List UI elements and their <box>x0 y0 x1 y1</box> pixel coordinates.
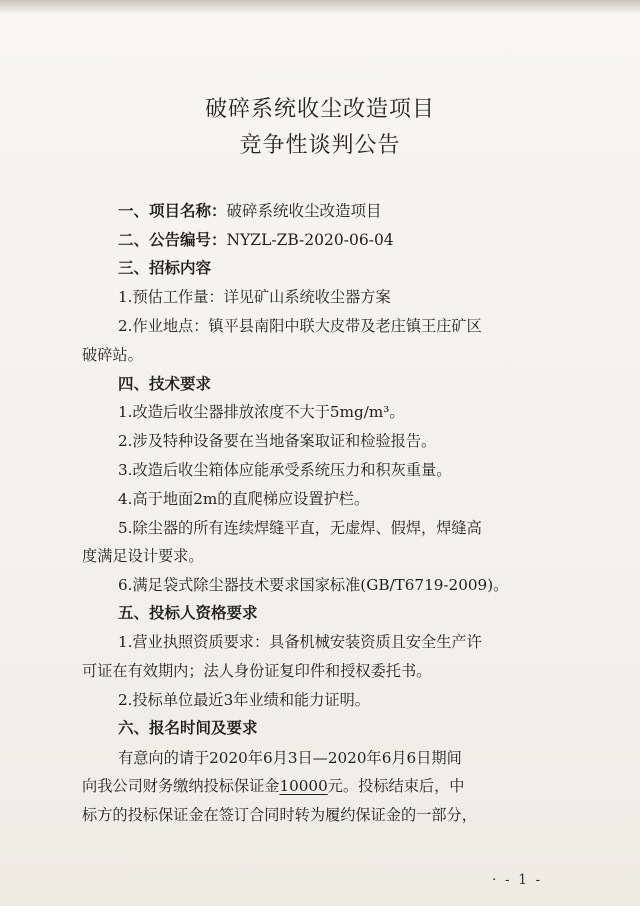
document-title: 破碎系统收尘改造项目 <box>204 97 435 122</box>
project-name-value: 破碎系统收尘改造项目 <box>226 202 382 220</box>
document-subtitle: 竞争性谈判公告 <box>239 133 401 158</box>
section-3-heading: 三、招标内容 <box>118 259 212 277</box>
section-1-heading <box>118 201 382 221</box>
deposit-text-before: 向我公司财务缴纳投标保证金 <box>82 777 280 795</box>
tech-req-2: 2.涉及特种设备要在当地备案取证和检验报告。 <box>118 432 437 450</box>
section-4-heading: 四、技术要求 <box>118 375 212 393</box>
qualification-2: 2.投标单位最近3年业绩和能力证明。 <box>118 691 370 709</box>
section-1-label: 一、项目名称： <box>118 202 227 220</box>
tech-req-5-line2: 度满足设计要求。 <box>82 547 204 565</box>
section-5-heading: 五、投标人资格要求 <box>118 604 258 622</box>
location-item-line1: 2.作业地点：镇平县南阳中联大皮带及老庄镇王庄矿区 <box>118 317 482 335</box>
section-2-heading <box>118 230 394 250</box>
section-6-heading: 六、报名时间及要求 <box>118 719 258 737</box>
deposit-amount: 10000 <box>279 777 328 795</box>
registration-para-line3: 标方的投标保证金在签订合同时转为履约保证金的一部分， <box>82 806 477 824</box>
registration-para-line1: 有意向的请于2020年6月3日—2020年6月6日期间 <box>118 749 462 767</box>
tech-req-3: 3.改造后收尘箱体应能承受系统压力和积灰重量。 <box>118 461 452 479</box>
page-number: · - 1 - <box>492 872 543 888</box>
registration-para-line2 <box>82 776 464 796</box>
location-item-line2: 破碎站。 <box>82 346 143 364</box>
tech-req-5-line1: 5.除尘器的所有连续焊缝平直，无虚焊、假焊，焊缝高 <box>118 519 482 537</box>
workload-item: 1.预估工作量：详见矿山系统收尘器方案 <box>118 288 391 306</box>
qualification-1-line2: 可证在有效期内；法人身份证复印件和授权委托书。 <box>82 662 432 680</box>
qualification-1-line1: 1.营业执照资质要求：具备机械安装资质且安全生产许 <box>118 633 482 651</box>
tech-req-6: 6.满足袋式除尘器技术要求国家标准(GB/T6719-2009)。 <box>118 576 509 594</box>
tech-req-4: 4.高于地面2m的直爬梯应设置护栏。 <box>118 490 370 508</box>
scan-edge-shadow <box>0 0 640 14</box>
section-2-label: 二、公告编号： <box>118 231 227 249</box>
notice-number-value: NYZL-ZB-2020-06-04 <box>226 231 394 249</box>
deposit-text-after: 元。投标结束后，中 <box>327 777 465 795</box>
tech-req-1: 1.改造后收尘器排放浓度不大于5mg/m³。 <box>118 403 405 421</box>
